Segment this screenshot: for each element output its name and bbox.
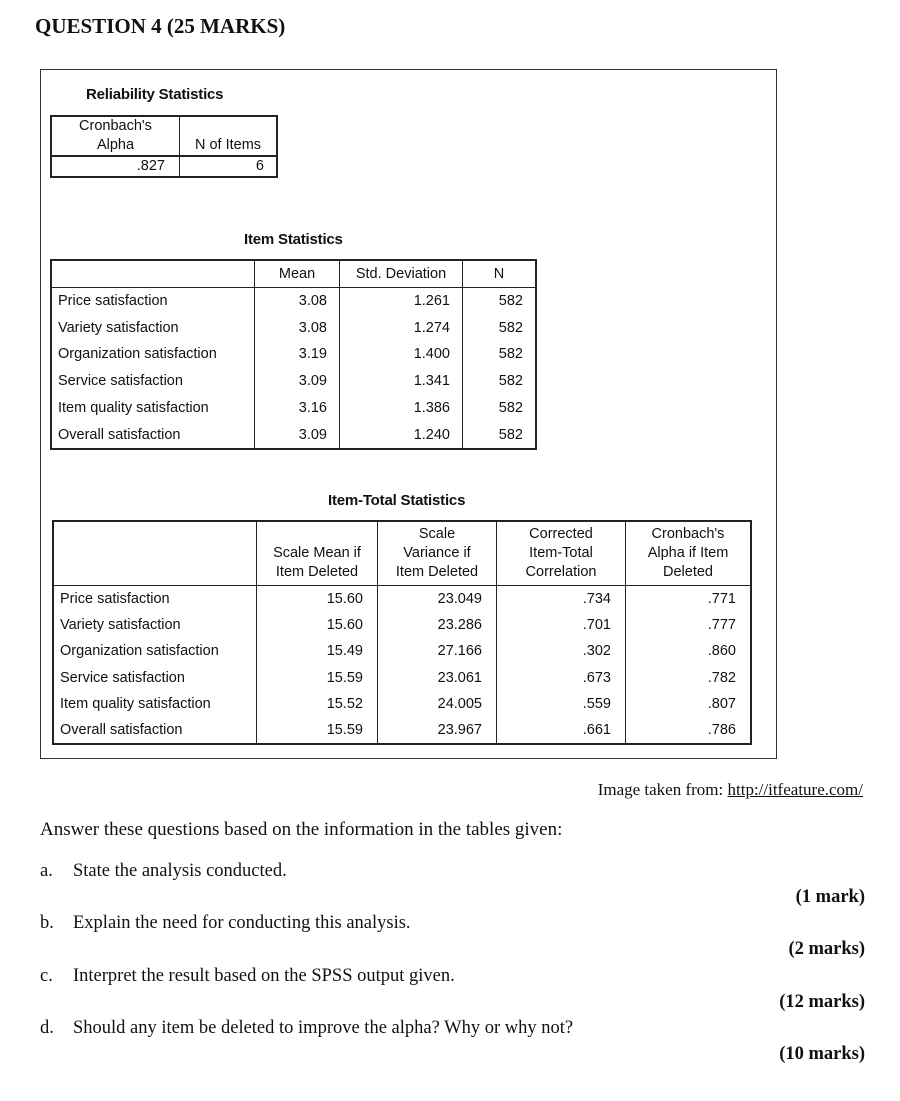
- item-stats-row: [51, 422, 536, 450]
- item-total-cell-label: Organization satisfaction: [53, 638, 257, 664]
- item-stats-cell-n: 582: [463, 395, 537, 422]
- item-stats-cell-label: Organization satisfaction: [51, 341, 255, 368]
- reliability-header-n: N of Items: [180, 116, 278, 156]
- question-b-letter: b.: [40, 913, 54, 933]
- item-total-cell-alpha-if-deleted: .777: [626, 612, 752, 638]
- image-source-link[interactable]: http://itfeature.com/: [727, 780, 863, 799]
- item-total-row: [53, 665, 751, 691]
- reliability-n-value: 6: [180, 156, 278, 177]
- item-total-row: [53, 586, 751, 613]
- item-stats-cell-mean: 3.19: [255, 341, 340, 368]
- item-stats-cell-sd: 1.386: [340, 395, 463, 422]
- item-total-cell-alpha-if-deleted: .807: [626, 691, 752, 717]
- item-stats-header-sd: Std. Deviation: [340, 260, 463, 288]
- item-total-cell-scale-mean: 15.59: [257, 717, 378, 744]
- item-stats-row: [51, 315, 536, 342]
- item-stats-caption: Item Statistics: [244, 231, 343, 248]
- item-total-header-corrected-correlation: Corrected Item-Total Correlation: [497, 521, 626, 586]
- item-stats-cell-sd: 1.274: [340, 315, 463, 342]
- item-stats-cell-sd: 1.240: [340, 422, 463, 450]
- item-stats-cell-mean: 3.09: [255, 422, 340, 450]
- item-total-cell-alpha-if-deleted: .771: [626, 586, 752, 613]
- item-total-cell-alpha-if-deleted: .860: [626, 638, 752, 664]
- item-total-cell-scale-variance: 23.967: [378, 717, 497, 744]
- question-c-letter: c.: [40, 966, 53, 986]
- item-total-row: [53, 717, 751, 744]
- item-stats-cell-mean: 3.08: [255, 315, 340, 342]
- item-stats-header-n: N: [463, 260, 537, 288]
- item-total-cell-scale-variance: 27.166: [378, 638, 497, 664]
- item-stats-header-blank: [51, 260, 255, 288]
- item-total-cell-alpha-if-deleted: .786: [626, 717, 752, 744]
- item-stats-cell-label: Price satisfaction: [51, 288, 255, 315]
- reliability-table: [50, 115, 278, 178]
- item-stats-row: [51, 395, 536, 422]
- item-total-cell-corrected-correlation: .701: [497, 612, 626, 638]
- item-stats-cell-n: 582: [463, 341, 537, 368]
- reliability-header-alpha: Cronbach's Alpha: [51, 116, 180, 156]
- item-total-cell-scale-mean: 15.59: [257, 665, 378, 691]
- item-stats-row: [51, 288, 536, 315]
- question-b-marks: (2 marks): [788, 939, 865, 959]
- item-total-cell-scale-variance: 23.286: [378, 612, 497, 638]
- question-title: QUESTION 4 (25 MARKS): [35, 14, 286, 38]
- item-total-row: [53, 612, 751, 638]
- item-stats-cell-n: 582: [463, 315, 537, 342]
- item-stats-row: [51, 341, 536, 368]
- question-b-text: Explain the need for conducting this analysis.: [73, 913, 411, 933]
- question-c-text: Interpret the result based on the SPSS output given.: [73, 966, 455, 986]
- question-a-letter: a.: [40, 861, 53, 881]
- item-stats-table: [50, 259, 537, 450]
- item-total-cell-label: Overall satisfaction: [53, 717, 257, 744]
- item-total-header-blank: [53, 521, 257, 586]
- item-stats-cell-label: Item quality satisfaction: [51, 395, 255, 422]
- reliability-alpha-value: .827: [51, 156, 180, 177]
- item-total-cell-corrected-correlation: .559: [497, 691, 626, 717]
- item-total-header-scale-mean: Scale Mean if Item Deleted: [257, 521, 378, 586]
- item-total-cell-scale-variance: 23.049: [378, 586, 497, 613]
- item-stats-cell-n: 582: [463, 368, 537, 395]
- item-total-cell-label: Service satisfaction: [53, 665, 257, 691]
- item-total-cell-scale-mean: 15.60: [257, 612, 378, 638]
- item-total-cell-label: Item quality satisfaction: [53, 691, 257, 717]
- item-total-cell-alpha-if-deleted: .782: [626, 665, 752, 691]
- item-stats-cell-n: 582: [463, 288, 537, 315]
- item-total-header-alpha-if-deleted: Cronbach's Alpha if Item Deleted: [626, 521, 752, 586]
- item-stats-cell-label: Service satisfaction: [51, 368, 255, 395]
- item-total-cell-scale-mean: 15.60: [257, 586, 378, 613]
- item-total-cell-scale-variance: 23.061: [378, 665, 497, 691]
- item-stats-cell-mean: 3.09: [255, 368, 340, 395]
- item-total-row: [53, 638, 751, 664]
- question-d: [40, 1018, 573, 1039]
- reliability-caption: Reliability Statistics: [86, 86, 224, 103]
- question-d-letter: d.: [40, 1018, 54, 1038]
- item-total-cell-corrected-correlation: .302: [497, 638, 626, 664]
- item-total-cell-scale-mean: 15.52: [257, 691, 378, 717]
- item-stats-cell-sd: 1.400: [340, 341, 463, 368]
- question-c-marks: (12 marks): [779, 992, 865, 1012]
- item-total-cell-label: Variety satisfaction: [53, 612, 257, 638]
- question-d-text: Should any item be deleted to improve the alpha? Why or why not?: [73, 1018, 574, 1038]
- question-a: [40, 861, 287, 882]
- image-source-prefix: Image taken from:: [597, 780, 728, 799]
- item-total-table: [52, 520, 752, 745]
- question-a-text: State the analysis conducted.: [73, 861, 287, 881]
- question-d-marks: (10 marks): [779, 1044, 865, 1064]
- item-stats-row: [51, 368, 536, 395]
- item-total-cell-corrected-correlation: .734: [497, 586, 626, 613]
- item-stats-header-mean: Mean: [255, 260, 340, 288]
- item-stats-cell-n: 582: [463, 422, 537, 450]
- question-b: [40, 913, 411, 934]
- item-total-caption: Item-Total Statistics: [328, 492, 466, 509]
- item-stats-cell-mean: 3.16: [255, 395, 340, 422]
- item-total-cell-corrected-correlation: .673: [497, 665, 626, 691]
- item-total-cell-scale-mean: 15.49: [257, 638, 378, 664]
- item-stats-cell-sd: 1.261: [340, 288, 463, 315]
- instructions-text: Answer these questions based on the information in the tables given:: [40, 819, 563, 840]
- item-total-header-scale-variance: Scale Variance if Item Deleted: [378, 521, 497, 586]
- item-stats-cell-sd: 1.341: [340, 368, 463, 395]
- item-total-cell-corrected-correlation: .661: [497, 717, 626, 744]
- item-total-cell-label: Price satisfaction: [53, 586, 257, 613]
- image-source: [598, 780, 863, 800]
- item-total-row: [53, 691, 751, 717]
- item-stats-cell-label: Variety satisfaction: [51, 315, 255, 342]
- item-total-cell-scale-variance: 24.005: [378, 691, 497, 717]
- question-c: [40, 966, 455, 987]
- item-stats-cell-mean: 3.08: [255, 288, 340, 315]
- item-stats-cell-label: Overall satisfaction: [51, 422, 255, 450]
- question-a-marks: (1 mark): [795, 887, 865, 907]
